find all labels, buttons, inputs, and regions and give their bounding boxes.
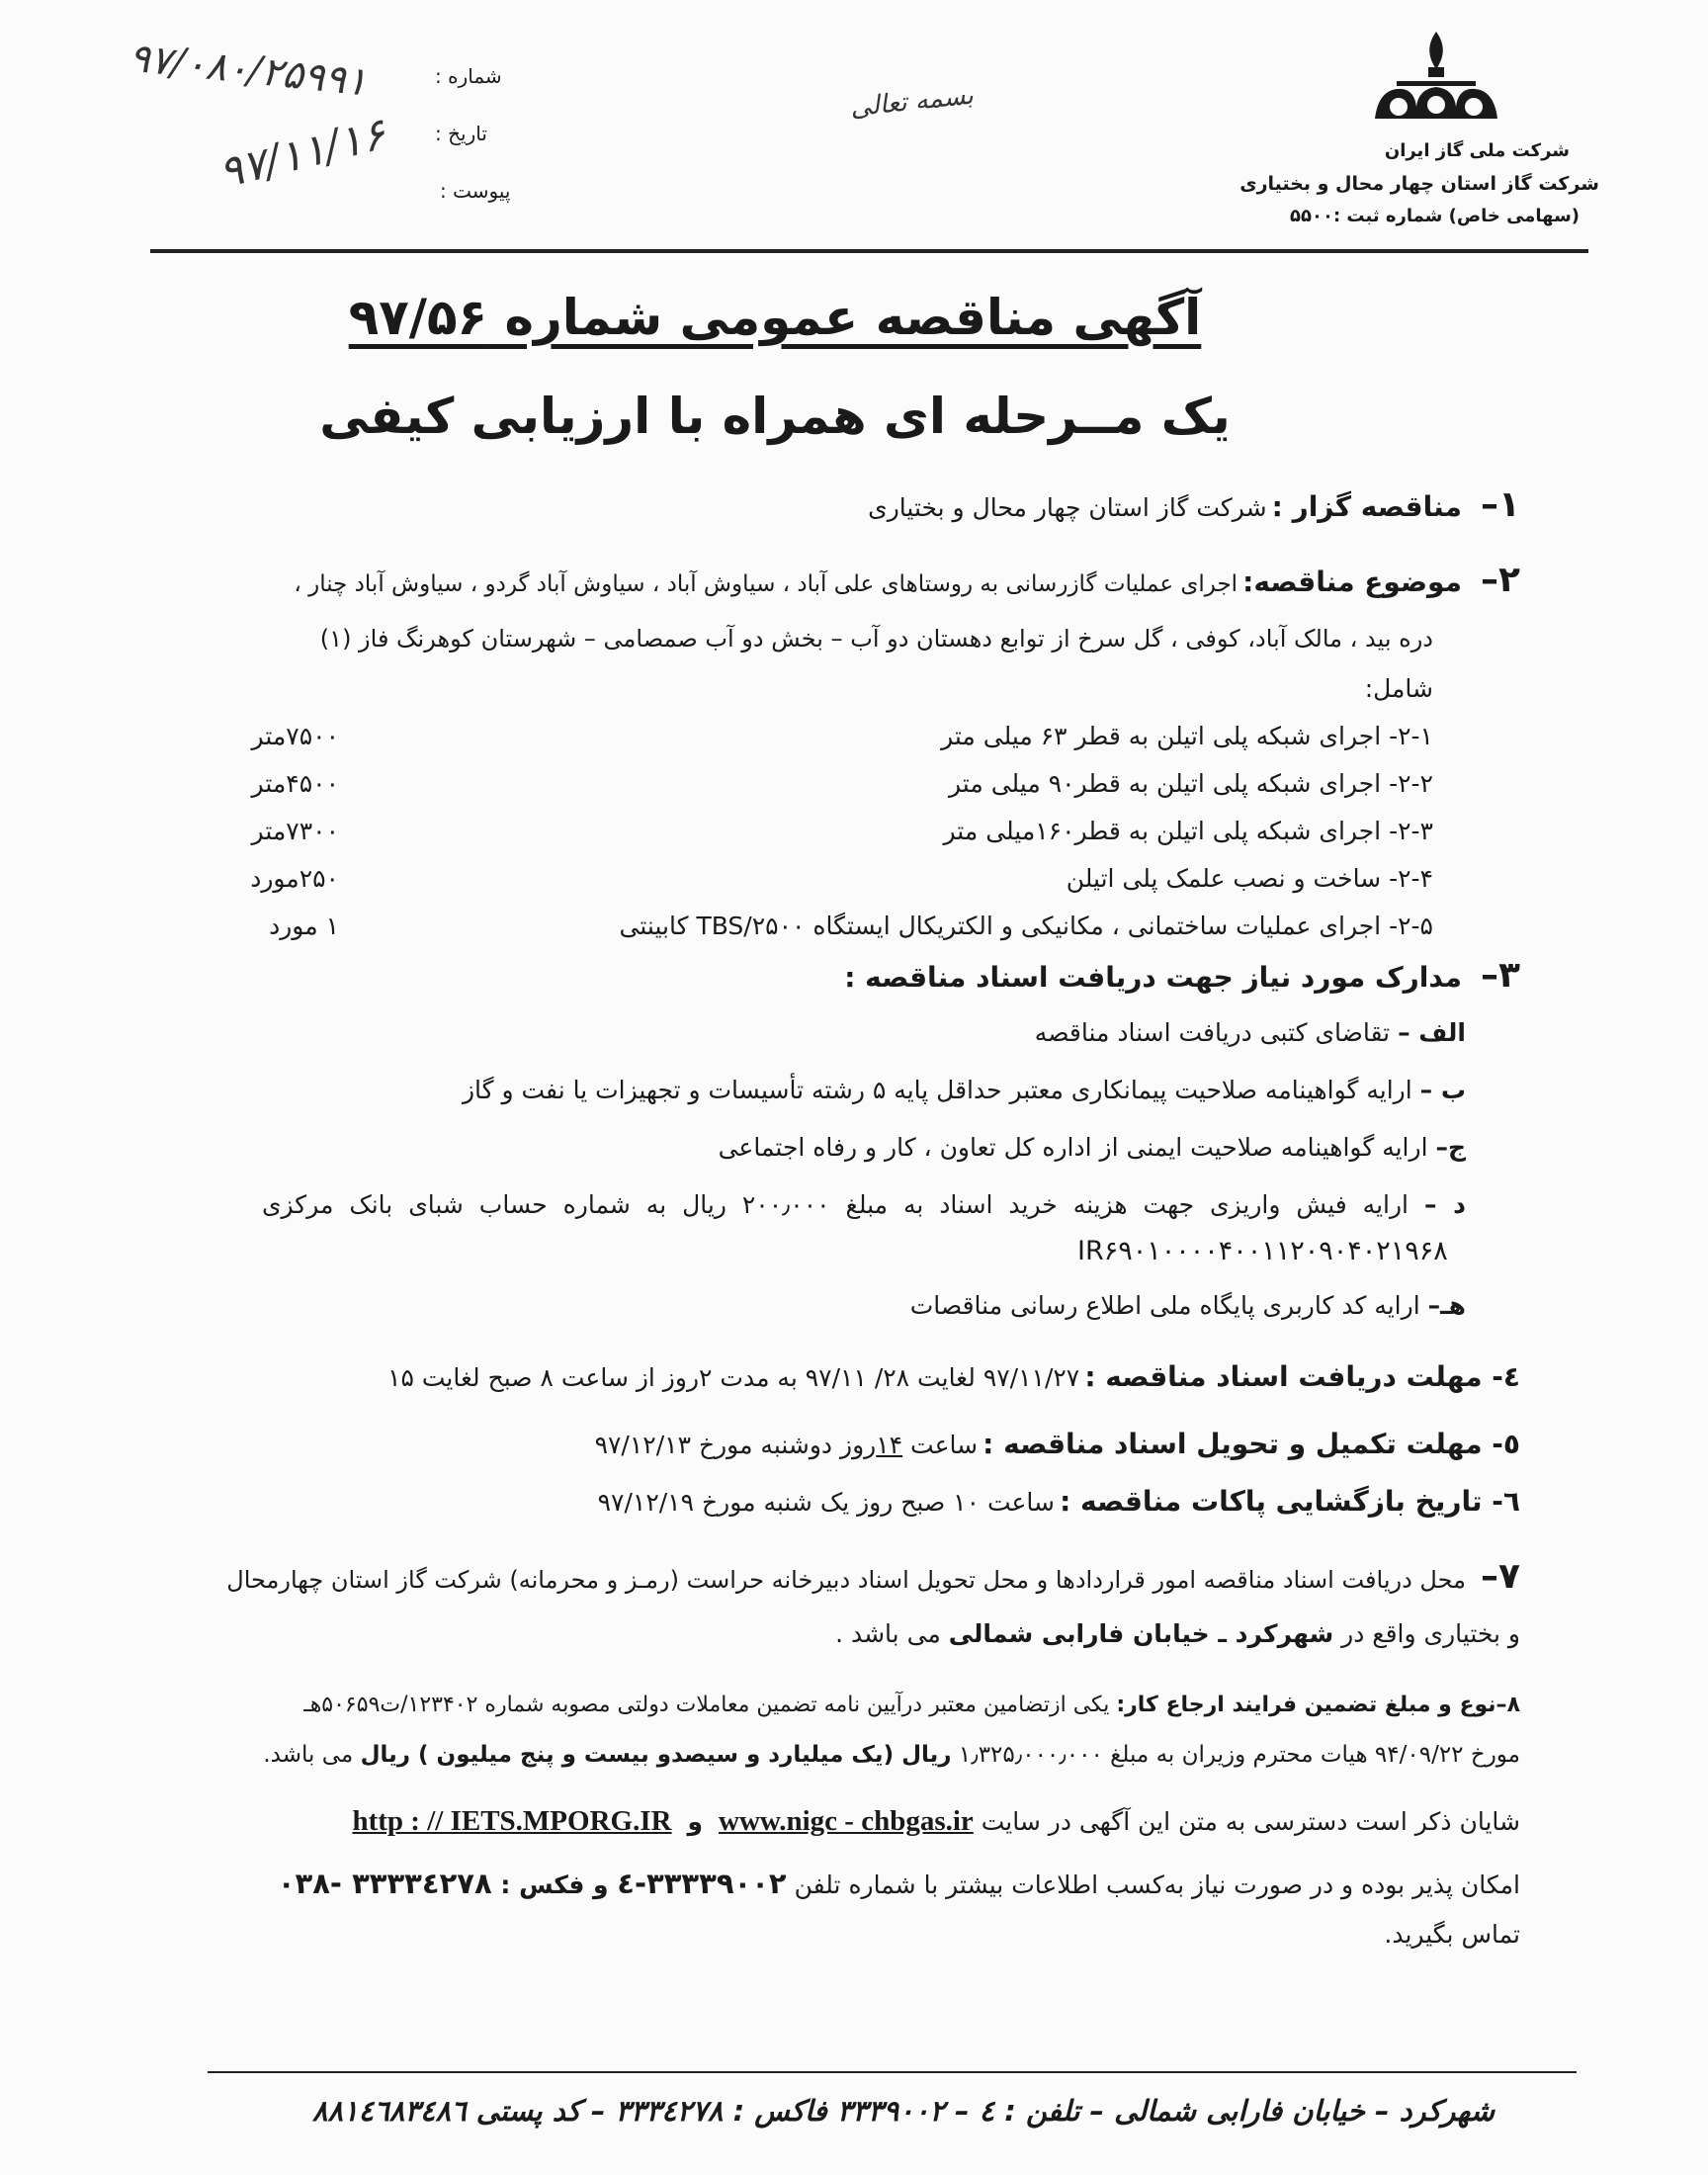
item-text: ارایه گواهینامه صلاحیت ایمنی از اداره کل تعاون ، کار و رفاه اجتماعی xyxy=(718,1133,1428,1162)
section-7-line-2 xyxy=(835,1619,1520,1648)
section-text: شرکت گاز استان چهار محال و بختیاری xyxy=(868,493,1267,522)
item-text: ارایه فیش واریزی جهت هزینه خرید اسناد به مبلغ ۲۰۰٫۰۰۰ ریال به شماره حساب شبای بانک مرکزی xyxy=(261,1190,1409,1219)
item-text: ارایه گواهینامه صلاحیت پیمانکاری معتبر حداقل پایه ۵ رشته تأسیسات و تجهیزات یا نفت و گاز xyxy=(462,1076,1412,1104)
section-text: روز دوشنبه مورخ ۹۷/۱۲/۱۳ xyxy=(594,1431,877,1459)
sheba-number: IR۶۹۰۱۰۰۰۰۴۰۰۱۱۲۰۹۰۴۰۲۱۹۶۸ xyxy=(1077,1236,1448,1266)
section-text: مورخ ۹۴/۰۹/۲۲ هیات محترم وزیران به مبلغ ۱٫۳۲۵٫۰۰۰٫۰۰۰ xyxy=(951,1742,1520,1768)
website-link-iets[interactable]: http : // IETS.MPORG.IR xyxy=(352,1805,672,1837)
item-text: ارایه کد کاربری پایگاه ملی اطلاع رسانی مناقصات xyxy=(909,1291,1420,1320)
section-heading: ٤- مهلت دریافت اسناد مناقصه : xyxy=(1084,1360,1520,1393)
notice-line-3: تماس بگیرید. xyxy=(1384,1920,1520,1949)
company-registration: (سهامی خاص) شماره ثبت :۵۵۰۰ xyxy=(1290,206,1580,226)
date-label: تاریخ : xyxy=(435,122,487,145)
fax-number: ۳۳۳۳٤۲۷۸ -۰۳۸ xyxy=(277,1867,492,1900)
section-text: می باشد. xyxy=(263,1742,361,1768)
notice-text: شایان ذکر است دسترسی به متن این آگهی در سایت xyxy=(973,1807,1520,1836)
address: شهرکرد ـ خیابان فارابی شمالی xyxy=(948,1619,1334,1648)
section-heading: ۸–نوع و مبلغ تضمین فرایند ارجاع کار: xyxy=(1116,1693,1520,1717)
scope-item-4-qty: ۲۵۰مورد xyxy=(250,864,339,893)
date-handwritten: ۹۷/۱۱/۱۶ xyxy=(214,109,391,199)
scope-item-2: ۲-۲- اجرای شبکه پلی اتیلن به قطر۹۰ میلی متر xyxy=(949,769,1433,798)
section-number: ۱– xyxy=(1481,484,1520,525)
section-5 xyxy=(595,1428,1520,1460)
scope-item-1: ۲-۱- اجرای شبکه پلی اتیلن به قطر ۶۳ میلی متر xyxy=(941,722,1433,750)
item-label: ج– xyxy=(1435,1133,1466,1162)
document-item-jim xyxy=(719,1133,1466,1162)
document-item-dal xyxy=(262,1190,1466,1219)
section-1 xyxy=(868,484,1520,525)
item-label: هـ– xyxy=(1427,1291,1466,1320)
scope-item-3: ۲-۳- اجرای شبکه پلی اتیلن به قطر۱۶۰میلی متر xyxy=(943,817,1433,845)
nigc-logo xyxy=(1369,28,1503,127)
item-label: ب – xyxy=(1419,1076,1466,1104)
document-item-be xyxy=(463,1076,1466,1104)
company-provincial-name: شرکت گاز استان چهار محال و بختیاری xyxy=(1239,173,1599,195)
section-3 xyxy=(844,955,1520,996)
item-text: تقاضای کتبی دریافت اسناد مناقصه xyxy=(1034,1018,1391,1047)
header-divider xyxy=(150,249,1588,253)
section-8-line-1 xyxy=(303,1693,1520,1717)
section-text: یکی ازتضامین معتبر درآیین نامه تضمین معاملات دولتی مصوبه شماره ۱۲۳۴۰۲/ت۵۰۶۵۹هـ xyxy=(303,1693,1117,1717)
section-8-line-2 xyxy=(263,1742,1520,1768)
notice-text: و فکس : xyxy=(491,1870,618,1899)
scope-item-5-qty: ۱ مورد xyxy=(269,912,339,940)
footer-divider xyxy=(208,2071,1577,2073)
basmala: بسمه تعالی xyxy=(848,80,976,124)
section-heading: مناقصه گزار : xyxy=(1271,490,1462,523)
item-label: د – xyxy=(1423,1190,1466,1219)
section-7-line-1 xyxy=(226,1556,1520,1597)
section-2-line-2: دره بید ، مالک آباد، کوفی ، گل سرخ از توابع دهستان دو آب – بخش دو آب صمصامی – شهرستان کوهرنگ فاز (۱) xyxy=(319,625,1433,652)
tender-title: آگهی مناقصه عمومی شماره ۹۷/۵۶ xyxy=(348,289,1202,346)
notice-line-2 xyxy=(278,1867,1520,1900)
section-text: می باشد . xyxy=(835,1619,949,1648)
phone-number: ۳۳۳۳۹۰۰۲-٤ xyxy=(617,1867,787,1900)
section-heading: ٥- مهلت تکمیل و تحویل اسناد مناقصه : xyxy=(982,1428,1520,1460)
section-text: و بختیاری واقع در xyxy=(1333,1619,1520,1648)
section-heading: مدارک مورد نیاز جهت دریافت اسناد مناقصه : xyxy=(844,961,1462,994)
scope-item-2-qty: ۴۵۰۰متر xyxy=(251,769,339,798)
section-4 xyxy=(387,1360,1520,1393)
section-heading: ٦- تاریخ بازگشایی پاکات مناقصه : xyxy=(1060,1485,1520,1518)
document-item-he xyxy=(910,1291,1466,1320)
notice-line-1 xyxy=(352,1805,1520,1838)
guarantee-amount: ریال (یک میلیارد و سیصدو بیست و پنج میلیون ) ریال xyxy=(360,1742,952,1768)
section-6 xyxy=(598,1485,1520,1518)
scope-item-5: ۲-۵- اجرای عملیات ساختمانی ، مکانیکی و الکتریکال ایستگاه TBS/۲۵۰۰ کابینتی xyxy=(619,912,1433,940)
section-number: ۳– xyxy=(1481,955,1520,996)
section-text: ۹۷/۱۱/۲۷ لغایت ۲۸/ ۹۷/۱۱ به مدت ۲روز از ساعت ۸ صبح لغایت ۱۵ xyxy=(387,1363,1080,1392)
tender-subtitle: یک مــرحله ای همراه با ارزیابی کیفی xyxy=(319,388,1231,445)
section-text: ساعت ۱۰ صبح روز یک شنبه مورخ ۹۷/۱۲/۱۹ xyxy=(597,1488,1055,1517)
notice-text: امکان پذیر بوده و در صورت نیاز به‌کسب اطلاعات بیشتر با شماره تلفن xyxy=(786,1870,1520,1899)
attachment-label: پیوست : xyxy=(440,179,511,203)
notice-text: و xyxy=(687,1807,704,1836)
ref-number-handwritten: ۹۷/۰۸۰/۲۵۹۹۱ xyxy=(127,35,370,106)
document-item-alef xyxy=(1035,1018,1466,1047)
footer-contact: شهرکرد – خیابان فارابی شمالی – تلفن : ٤ – ۳۳۳۹۰۰۲ فاکس : ۳۳۳٤۲۷۸ – کد پستی ۸۸۱٤٦۸۳٤۸٦ xyxy=(311,2094,1494,2128)
section-number: ۷– xyxy=(1481,1556,1520,1597)
section-number: ۲– xyxy=(1481,560,1520,600)
section-text: ساعت xyxy=(902,1431,979,1459)
company-national-name: شرکت ملی گاز ایران xyxy=(1384,140,1570,161)
scope-item-1-qty: ۷۵۰۰متر xyxy=(251,722,339,750)
scope-item-3-qty: ۷۳۰۰متر xyxy=(251,817,339,845)
ref-label: شماره : xyxy=(435,64,502,88)
section-text: محل دریافت اسناد مناقصه امور قراردادها و محل تحویل اسناد دبیرخانه حراست (رمـز و محرمانه) شرکت گاز استان چهارمحال xyxy=(226,1566,1466,1594)
website-link-chbgas[interactable]: www.nigc - chbgas.ir xyxy=(719,1805,974,1837)
section-2-line-3: شامل: xyxy=(1364,674,1433,703)
scope-item-4: ۲-۴- ساخت و نصب علمک پلی اتیلن xyxy=(1066,864,1433,893)
item-label: الف – xyxy=(1398,1018,1466,1047)
section-heading: موضوع مناقصه: xyxy=(1242,566,1462,598)
section-2-line-1 xyxy=(294,560,1520,600)
deadline-hour: ۱۴ xyxy=(876,1431,903,1459)
section-text: اجرای عملیات گازرسانی به روستاهای علی آباد ، سیاوش آباد ، سیاوش آباد گردو ، سیاوش آباد چنار ، xyxy=(294,571,1238,597)
